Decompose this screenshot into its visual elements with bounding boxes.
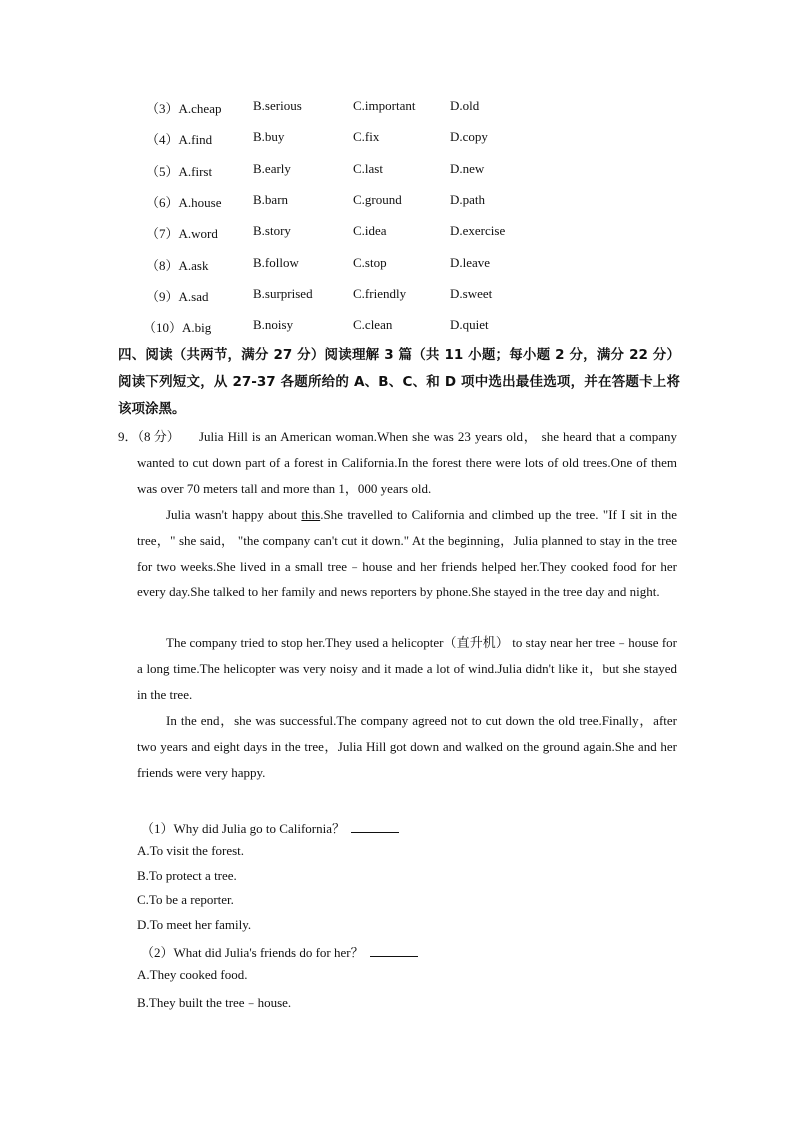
option-d[interactable]: D.leave <box>450 255 491 270</box>
option-b[interactable]: B.buy <box>253 129 285 144</box>
option-c[interactable]: C.last <box>353 161 383 176</box>
paragraph-2-pre: Julia wasn't happy about <box>166 507 302 522</box>
question-score: （8 分） <box>137 429 180 444</box>
option-number: （7） <box>146 226 179 241</box>
paragraph-4: In the end，she was successful.The company agreed not to cut down the old tree.Finally，after two years and eight days in the tree，Julia Hill got down and walked on the ground again.She and her friends were very happy. <box>137 713 677 780</box>
option-d[interactable]: D.copy <box>450 129 488 144</box>
option-number: （9） <box>146 289 179 304</box>
answer-blank[interactable] <box>370 944 418 957</box>
underlined-word: this <box>301 507 321 522</box>
option-d[interactable]: D.new <box>450 161 485 176</box>
option-d[interactable]: D.path <box>450 192 486 207</box>
sub-question-1-option-d[interactable]: D.To meet her family. <box>137 917 252 932</box>
option-d[interactable]: D.exercise <box>450 223 506 238</box>
paragraph-2 <box>137 502 677 605</box>
option-b[interactable]: B.barn <box>253 192 289 207</box>
option-a[interactable]: A.word <box>178 226 218 241</box>
option-d[interactable]: D.old <box>450 98 480 113</box>
option-a[interactable]: A.find <box>178 132 213 147</box>
option-b[interactable]: B.early <box>253 161 291 176</box>
option-b[interactable]: B.surprised <box>253 286 313 301</box>
option-b[interactable]: B.follow <box>253 255 299 270</box>
option-number-and-a <box>146 255 208 274</box>
option-a[interactable]: A.house <box>178 195 222 210</box>
option-number-and-a <box>146 129 212 148</box>
option-number-and-a <box>146 161 212 180</box>
sub-question-2-stem: （2）What did Julia's friends do for her？ <box>141 945 364 960</box>
option-number-and-a <box>143 317 211 336</box>
answer-blank[interactable] <box>351 820 399 833</box>
sub-question-1-option-a[interactable]: A.To visit the forest. <box>137 843 245 858</box>
sub-question-2-option-b[interactable]: B.They built the tree﹣house. <box>137 995 292 1010</box>
sub-question-2-option-a[interactable]: A.They cooked food. <box>137 967 248 982</box>
option-a[interactable]: A.sad <box>178 289 209 304</box>
option-a[interactable]: A.ask <box>178 258 209 273</box>
paragraph-1-text: Julia Hill is an American woman.When she was 23 years old， she heard that a company wanted to cut down part of a forest in California.In the forest there were lots of old trees.One of them was over 70 meters tall and more than 1，000 years old. <box>137 429 677 496</box>
option-number: （8） <box>146 258 179 273</box>
question-number: 9． <box>118 429 138 444</box>
option-number-and-a <box>146 192 221 211</box>
option-number-and-a <box>146 98 221 117</box>
option-number-and-a <box>146 286 208 305</box>
option-number-and-a <box>146 223 218 242</box>
option-a[interactable]: A.first <box>178 164 213 179</box>
option-a[interactable]: A.cheap <box>178 101 222 116</box>
sub-question-1-option-c[interactable]: C.To be a reporter. <box>137 892 234 907</box>
option-b[interactable]: B.serious <box>253 98 302 113</box>
section-heading: 四、阅读（共两节，满分 27 分）阅读理解 3 篇（共 11 小题；每小题 2 分，满分 22 分）阅读下列短文，从 27-37 各题所给的 A、B、C、和 D 项中选出最佳选项，并在答题卡上将该项涂黑。 <box>118 347 680 417</box>
option-number: （10） <box>143 320 183 335</box>
option-d[interactable]: D.sweet <box>450 286 493 301</box>
option-b[interactable]: B.story <box>253 223 291 238</box>
option-number: （4） <box>146 132 179 147</box>
option-c[interactable]: C.stop <box>353 255 387 270</box>
paragraph-1 <box>137 424 677 501</box>
option-c[interactable]: C.fix <box>353 129 380 144</box>
option-c[interactable]: C.ground <box>353 192 402 207</box>
sub-question-1 <box>141 818 399 837</box>
paragraph-2-post: .She travelled to California and climbed up the tree. "If I sit in the tree，" she said， "the company can't cut it down." At the beginning，Julia planned to stay in the tree for two weeks.She lived in a small tree﹣house and her friends helped her.They cooked food for her every day.She talked to her family and news reporters by phone.She stayed in the tree day and night. <box>137 507 677 600</box>
option-number: （6） <box>146 195 179 210</box>
option-a[interactable]: A.big <box>182 320 212 335</box>
option-number: （5） <box>146 164 179 179</box>
option-b[interactable]: B.noisy <box>253 317 294 332</box>
option-c[interactable]: C.idea <box>353 223 387 238</box>
option-c[interactable]: C.friendly <box>353 286 407 301</box>
option-d[interactable]: D.quiet <box>450 317 489 332</box>
paragraph-3: The company tried to stop her.They used a helicopter（直升机） to stay near her tree﹣house for a long time.The helicopter was very noisy and it made a lot of wind.Julia didn't like it，but she stayed in the tree. <box>137 635 677 702</box>
option-number: （3） <box>146 101 179 116</box>
option-c[interactable]: C.important <box>353 98 416 113</box>
sub-question-2 <box>141 942 418 961</box>
sub-question-1-option-b[interactable]: B.To protect a tree. <box>137 868 237 883</box>
sub-question-1-stem: （1）Why did Julia go to California？ <box>141 821 346 836</box>
option-c[interactable]: C.clean <box>353 317 393 332</box>
